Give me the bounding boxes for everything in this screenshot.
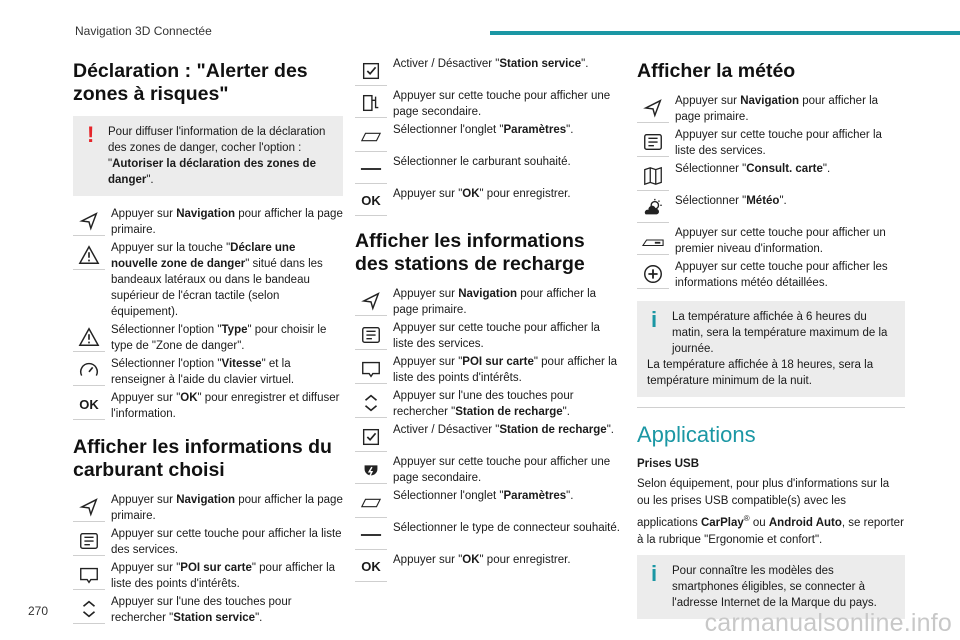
navigation-icon: [637, 93, 669, 123]
note-text: Pour diffuser l'information de la déclaration des zones de danger, cocher l'option : ": [108, 126, 326, 170]
heading-charging-info: Afficher les informations des stations de recharge: [355, 230, 585, 275]
column-3: [637, 56, 905, 629]
ok-icon: [355, 186, 387, 216]
step: [637, 127, 905, 159]
para-text: Selon équipement, pour plus d'informations sur la ou les prises USB compatible(s) avec les applications: [637, 478, 890, 529]
step-text: pour afficher la page primaire.: [675, 95, 879, 123]
step-text: Appuyer sur cette touche pour afficher la liste des services.: [111, 528, 342, 556]
info-icon: i: [651, 560, 658, 586]
warning-triangle-icon: [73, 240, 105, 270]
step: [355, 422, 623, 452]
usb-paragraph: [637, 476, 905, 549]
step-key: Météo: [746, 195, 780, 207]
step-text: ".: [562, 406, 570, 418]
page-number: 270: [28, 604, 49, 618]
step-text: Appuyer sur cette touche pour afficher la liste des services.: [393, 322, 600, 350]
chevron-up-down-icon: [355, 388, 387, 418]
step: [355, 454, 623, 486]
step-text: pour afficher la page primaire.: [111, 208, 343, 236]
step-key: Navigation: [740, 95, 799, 107]
tab-icon: [355, 488, 387, 518]
para-text: ou: [749, 516, 769, 529]
step-text: Activer / Désactiver ": [393, 58, 500, 70]
registered-mark: ®: [743, 514, 750, 523]
step-text: " et la renseigner à l'aide du clavier virtuel.: [111, 358, 295, 386]
map-book-icon: [637, 161, 669, 191]
select-bar-icon: [355, 520, 387, 550]
step-key: Paramètres: [503, 490, 567, 502]
step-key: Navigation: [176, 494, 235, 506]
step-key: Paramètres: [503, 124, 567, 136]
step-text: Appuyer sur cette touche pour afficher la liste des services.: [675, 129, 882, 157]
step: [355, 154, 623, 184]
step-key: Station de recharge: [455, 406, 563, 418]
tab-icon: [355, 122, 387, 152]
step-key: Navigation: [176, 208, 235, 220]
step: [637, 193, 905, 223]
step: [73, 206, 343, 238]
services-icon: [355, 320, 387, 350]
step-text: ".: [566, 124, 574, 136]
step-text: Appuyer sur: [675, 95, 741, 107]
step-text: ".: [566, 490, 574, 502]
step-text: Appuyer sur: [393, 288, 459, 300]
step-text: pour afficher la page primaire.: [393, 288, 597, 316]
warning-icon: !: [87, 122, 95, 147]
step-text: " situé dans les bandeaux latéraux ou dans le bandeau supérieur de l'écran tactile (selon équipement).: [111, 258, 323, 318]
step: [637, 225, 905, 257]
step: [73, 356, 343, 388]
subheading-usb: Prises USB: [637, 458, 700, 470]
android-auto-label: Android Auto: [768, 516, 842, 529]
step-text: ".: [581, 58, 589, 70]
heading-weather: Afficher la météo: [637, 60, 796, 82]
ok-icon: [355, 552, 387, 582]
step: [73, 390, 343, 422]
step-text: Sélectionner l'onglet ": [393, 124, 504, 136]
step-text: Sélectionner ": [675, 195, 747, 207]
step: [73, 560, 343, 592]
ok-label: OK: [361, 558, 381, 574]
step-key: OK: [462, 554, 480, 566]
step: [355, 320, 623, 352]
charging-plug-icon: [355, 454, 387, 484]
step-text: Sélectionner le carburant souhaité.: [393, 156, 571, 168]
plus-circle-icon: [637, 259, 669, 289]
ok-icon: [73, 390, 105, 420]
ok-label: OK: [79, 396, 99, 412]
checkbox-icon: [355, 56, 387, 86]
step-text: Appuyer sur: [111, 208, 177, 220]
step: [355, 552, 623, 582]
step-text: " pour enregistrer et diffuser l'information.: [111, 392, 340, 420]
running-header: Navigation 3D Connectée: [75, 24, 212, 38]
step: [355, 388, 623, 420]
navigation-icon: [355, 286, 387, 316]
step-key: Déclare une nouvelle zone de danger: [111, 242, 296, 270]
step: [355, 122, 623, 152]
step-text: Activer / Désactiver ": [393, 424, 500, 436]
step-text: " pour enregistrer.: [479, 554, 571, 566]
step: [355, 56, 623, 86]
step: [355, 488, 623, 518]
step-key: Vitesse: [221, 358, 262, 370]
step: [355, 286, 623, 318]
step: [73, 594, 343, 626]
step-key: Navigation: [458, 288, 517, 300]
step-text: Appuyer sur ": [393, 554, 463, 566]
ok-label: OK: [361, 192, 381, 208]
heading-risk-zones: Déclaration : "Alerter des zones à risques": [73, 60, 308, 105]
para-text: , se reporter à la rubrique "Ergonomie et confort".: [637, 516, 904, 546]
poi-map-icon: [355, 354, 387, 384]
fuel-settings-icon: [355, 88, 387, 118]
step: [355, 88, 623, 120]
step-text: Appuyer sur cette touche pour afficher un premier niveau d'information.: [675, 227, 886, 255]
step-text: " pour enregistrer.: [479, 188, 571, 200]
step-key: Station service: [173, 612, 256, 624]
step-text: ".: [779, 195, 787, 207]
step-text: Sélectionner l'option ": [111, 324, 222, 336]
step-text: Sélectionner l'option ": [111, 358, 222, 370]
header-accent-bar: [490, 31, 960, 35]
watermark: carmanualsonline.info: [704, 609, 952, 637]
speedometer-icon: [73, 356, 105, 386]
select-bar-icon: [355, 154, 387, 184]
poi-map-icon: [73, 560, 105, 590]
services-icon: [73, 526, 105, 556]
weather-icon: [637, 193, 669, 223]
step-key: Station service: [499, 58, 582, 70]
step-text: Appuyer sur: [111, 494, 177, 506]
step: [73, 492, 343, 524]
info-icon: i: [651, 307, 658, 332]
step-key: Consult. carte: [746, 163, 823, 175]
step-text: Appuyer sur cette touche pour afficher une page secondaire.: [393, 90, 611, 118]
step-text: Sélectionner l'onglet ": [393, 490, 504, 502]
step-text: pour afficher la page primaire.: [111, 494, 343, 522]
note-option: Autoriser la déclaration des zones de danger: [108, 158, 316, 186]
step-text: Appuyer sur cette touche pour afficher une page secondaire.: [393, 456, 611, 484]
step-text: Appuyer sur ": [111, 392, 181, 404]
note-text: La température affichée à 18 heures, sera la température minimum de la nuit.: [647, 359, 874, 387]
column-2: [355, 56, 623, 584]
warning-note: [73, 116, 343, 196]
info-note-weather: [637, 301, 905, 397]
step-text: Appuyer sur cette touche pour afficher les informations météo détaillées.: [675, 261, 888, 289]
carplay-label: CarPlay: [700, 516, 744, 529]
step-text: Appuyer sur la touche ": [111, 242, 231, 254]
step: [73, 240, 343, 320]
checkbox-icon: [355, 422, 387, 452]
step-text: Sélectionner le type de connecteur souhaité.: [393, 522, 620, 534]
step-text: " pour choisir le type de "Zone de danger".: [111, 324, 327, 352]
chevron-up-down-icon: [73, 594, 105, 624]
step-key: OK: [462, 188, 480, 200]
step: [637, 161, 905, 191]
note-text-end: ".: [146, 174, 154, 186]
step-text: ".: [822, 163, 831, 175]
step-text: Appuyer sur l'une des touches pour rechercher ": [393, 390, 574, 418]
warning-triangle-icon: [73, 322, 105, 352]
step-key: POI sur carte: [462, 356, 534, 368]
divider: [637, 407, 905, 408]
navigation-icon: [73, 492, 105, 522]
step-text: Sélectionner ": [675, 163, 747, 175]
navigation-icon: [73, 206, 105, 236]
heading-applications: Applications: [637, 422, 756, 447]
step: [637, 259, 905, 291]
note-text: La température affichée à 6 heures du matin, sera la température maximum de la journée.: [672, 311, 888, 355]
step-text: Appuyer sur l'une des touches pour rechercher ": [111, 596, 292, 624]
step-text: ".: [606, 424, 614, 436]
step-key: Station de recharge: [499, 424, 607, 436]
step: [355, 520, 623, 550]
step-key: POI sur carte: [180, 562, 252, 574]
note-text: Pour connaître les modèles des smartphones éligibles, se connecter à l'adresse Internet de la Marque du pays.: [672, 564, 877, 609]
step-text: Appuyer sur ": [393, 356, 463, 368]
heading-fuel-info: Afficher les informations du carburant choisi: [73, 436, 332, 481]
step: [73, 526, 343, 558]
step-text: " pour afficher la liste des points d'intérêts.: [393, 356, 618, 384]
step: [73, 322, 343, 354]
step: [637, 93, 905, 125]
column-1: [73, 56, 343, 628]
services-icon: [637, 127, 669, 157]
step-text: Appuyer sur ": [393, 188, 463, 200]
step-text: Appuyer sur ": [111, 562, 181, 574]
step-text: ".: [255, 612, 263, 624]
step-key: Type: [221, 324, 248, 336]
step: [355, 186, 623, 216]
step: [355, 354, 623, 386]
step-text: " pour afficher la liste des points d'intérêts.: [111, 562, 336, 590]
info-tab-icon: [637, 225, 669, 255]
step-key: OK: [180, 392, 198, 404]
